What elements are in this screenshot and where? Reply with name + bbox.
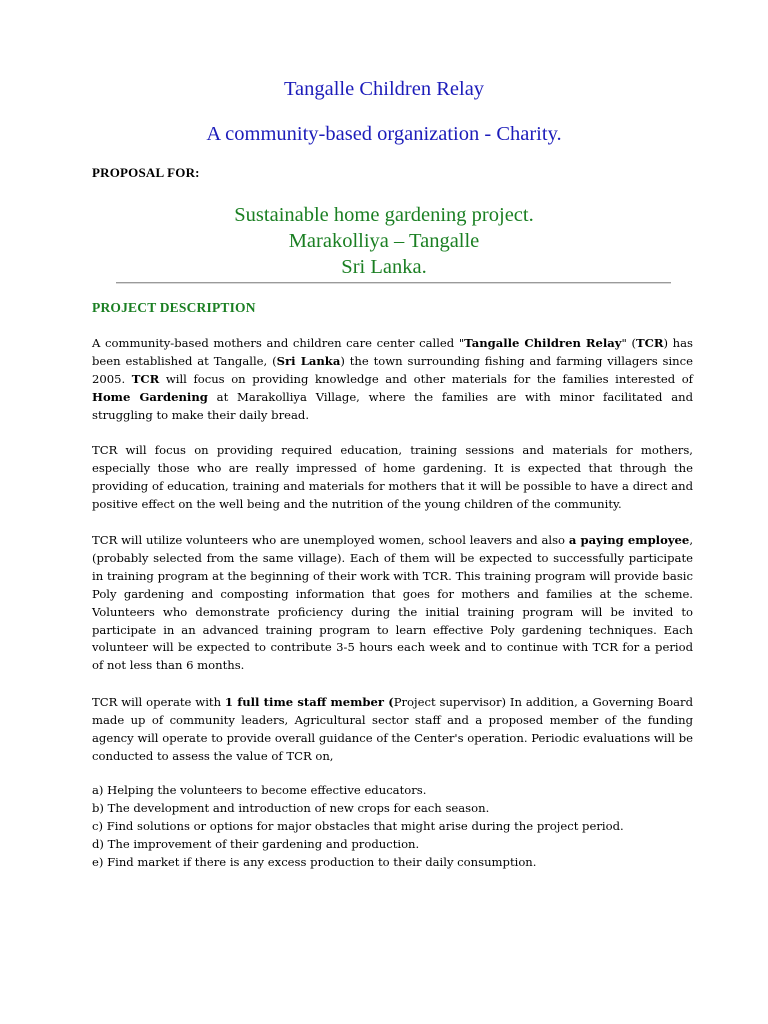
list-item: b) The development and introduction of new crops for each season. xyxy=(92,800,490,815)
proposal-label: PROPOSAL FOR: xyxy=(92,165,200,180)
paragraph-education: TCR will focus on providing required education, training sessions and materials for mothers, especially those who are really impressed of home gardening. It is expected that through the providing of education, training and materials for mothers that it will be possible to have a direct and positive effect on the well being and the nutrition of the young children of the community. xyxy=(92,443,693,511)
project-country: Sri Lanka. xyxy=(341,256,427,278)
list-item: a) Helping the volunteers to become effective educators. xyxy=(92,783,427,797)
list-item: c) Find solutions or options for major obstacles that might arise during the project period. xyxy=(92,818,624,833)
document-title: Tangalle Children Relay xyxy=(283,78,485,100)
evaluation-list xyxy=(92,782,693,872)
paragraph-operations: TCR will operate with 1 full time staff member (Project supervisor) In addition, a Governing Board made up of community leaders, Agricultural sector staff and a proposed member of the funding agency will operate to provide overall guidance of the Center's operation. Periodic evaluations will be conducted to assess the value of TCR on, xyxy=(92,695,693,763)
paragraph-intro: A community-based mothers and children care center called "Tangalle Children Relay" (TCR) has been established at Tangalle, (Sri Lanka) the town surrounding fishing and farming villagers since 2005. TCR will focus on providing knowledge and other materials for the families interested of Home Gardening at Marakolliya Village, where the families are with minor facilitated and struggling to make their daily bread. xyxy=(92,336,693,422)
list-item: d) The improvement of their gardening and production. xyxy=(92,836,420,851)
horizontal-divider xyxy=(116,282,671,284)
paragraph-volunteers: TCR will utilize volunteers who are unemployed women, school leavers and also a paying employee, (probably selected from the same village). Each of them will be expected to successfully participate in training program at the beginning of their work with TCR. This training program will provide basic Poly gardening and composting information that goes for mothers and families at the scheme. Volunteers who demonstrate proficiency during the initial training program will be invited to participate in an advanced training program to learn effective Poly gardening techniques. Each volunteer will be expected to contribute 3-5 hours each week and to continue with TCR for a period of not less than 6 months. xyxy=(92,533,693,673)
section-heading: PROJECT DESCRIPTION xyxy=(92,300,256,315)
project-location: Marakolliya – Tangalle xyxy=(288,230,480,252)
document-subtitle: A community-based organization - Charity. xyxy=(206,123,562,145)
project-title: Sustainable home gardening project. xyxy=(234,204,534,226)
list-item: e) Find market if there is any excess production to their daily consumption. xyxy=(92,854,537,869)
